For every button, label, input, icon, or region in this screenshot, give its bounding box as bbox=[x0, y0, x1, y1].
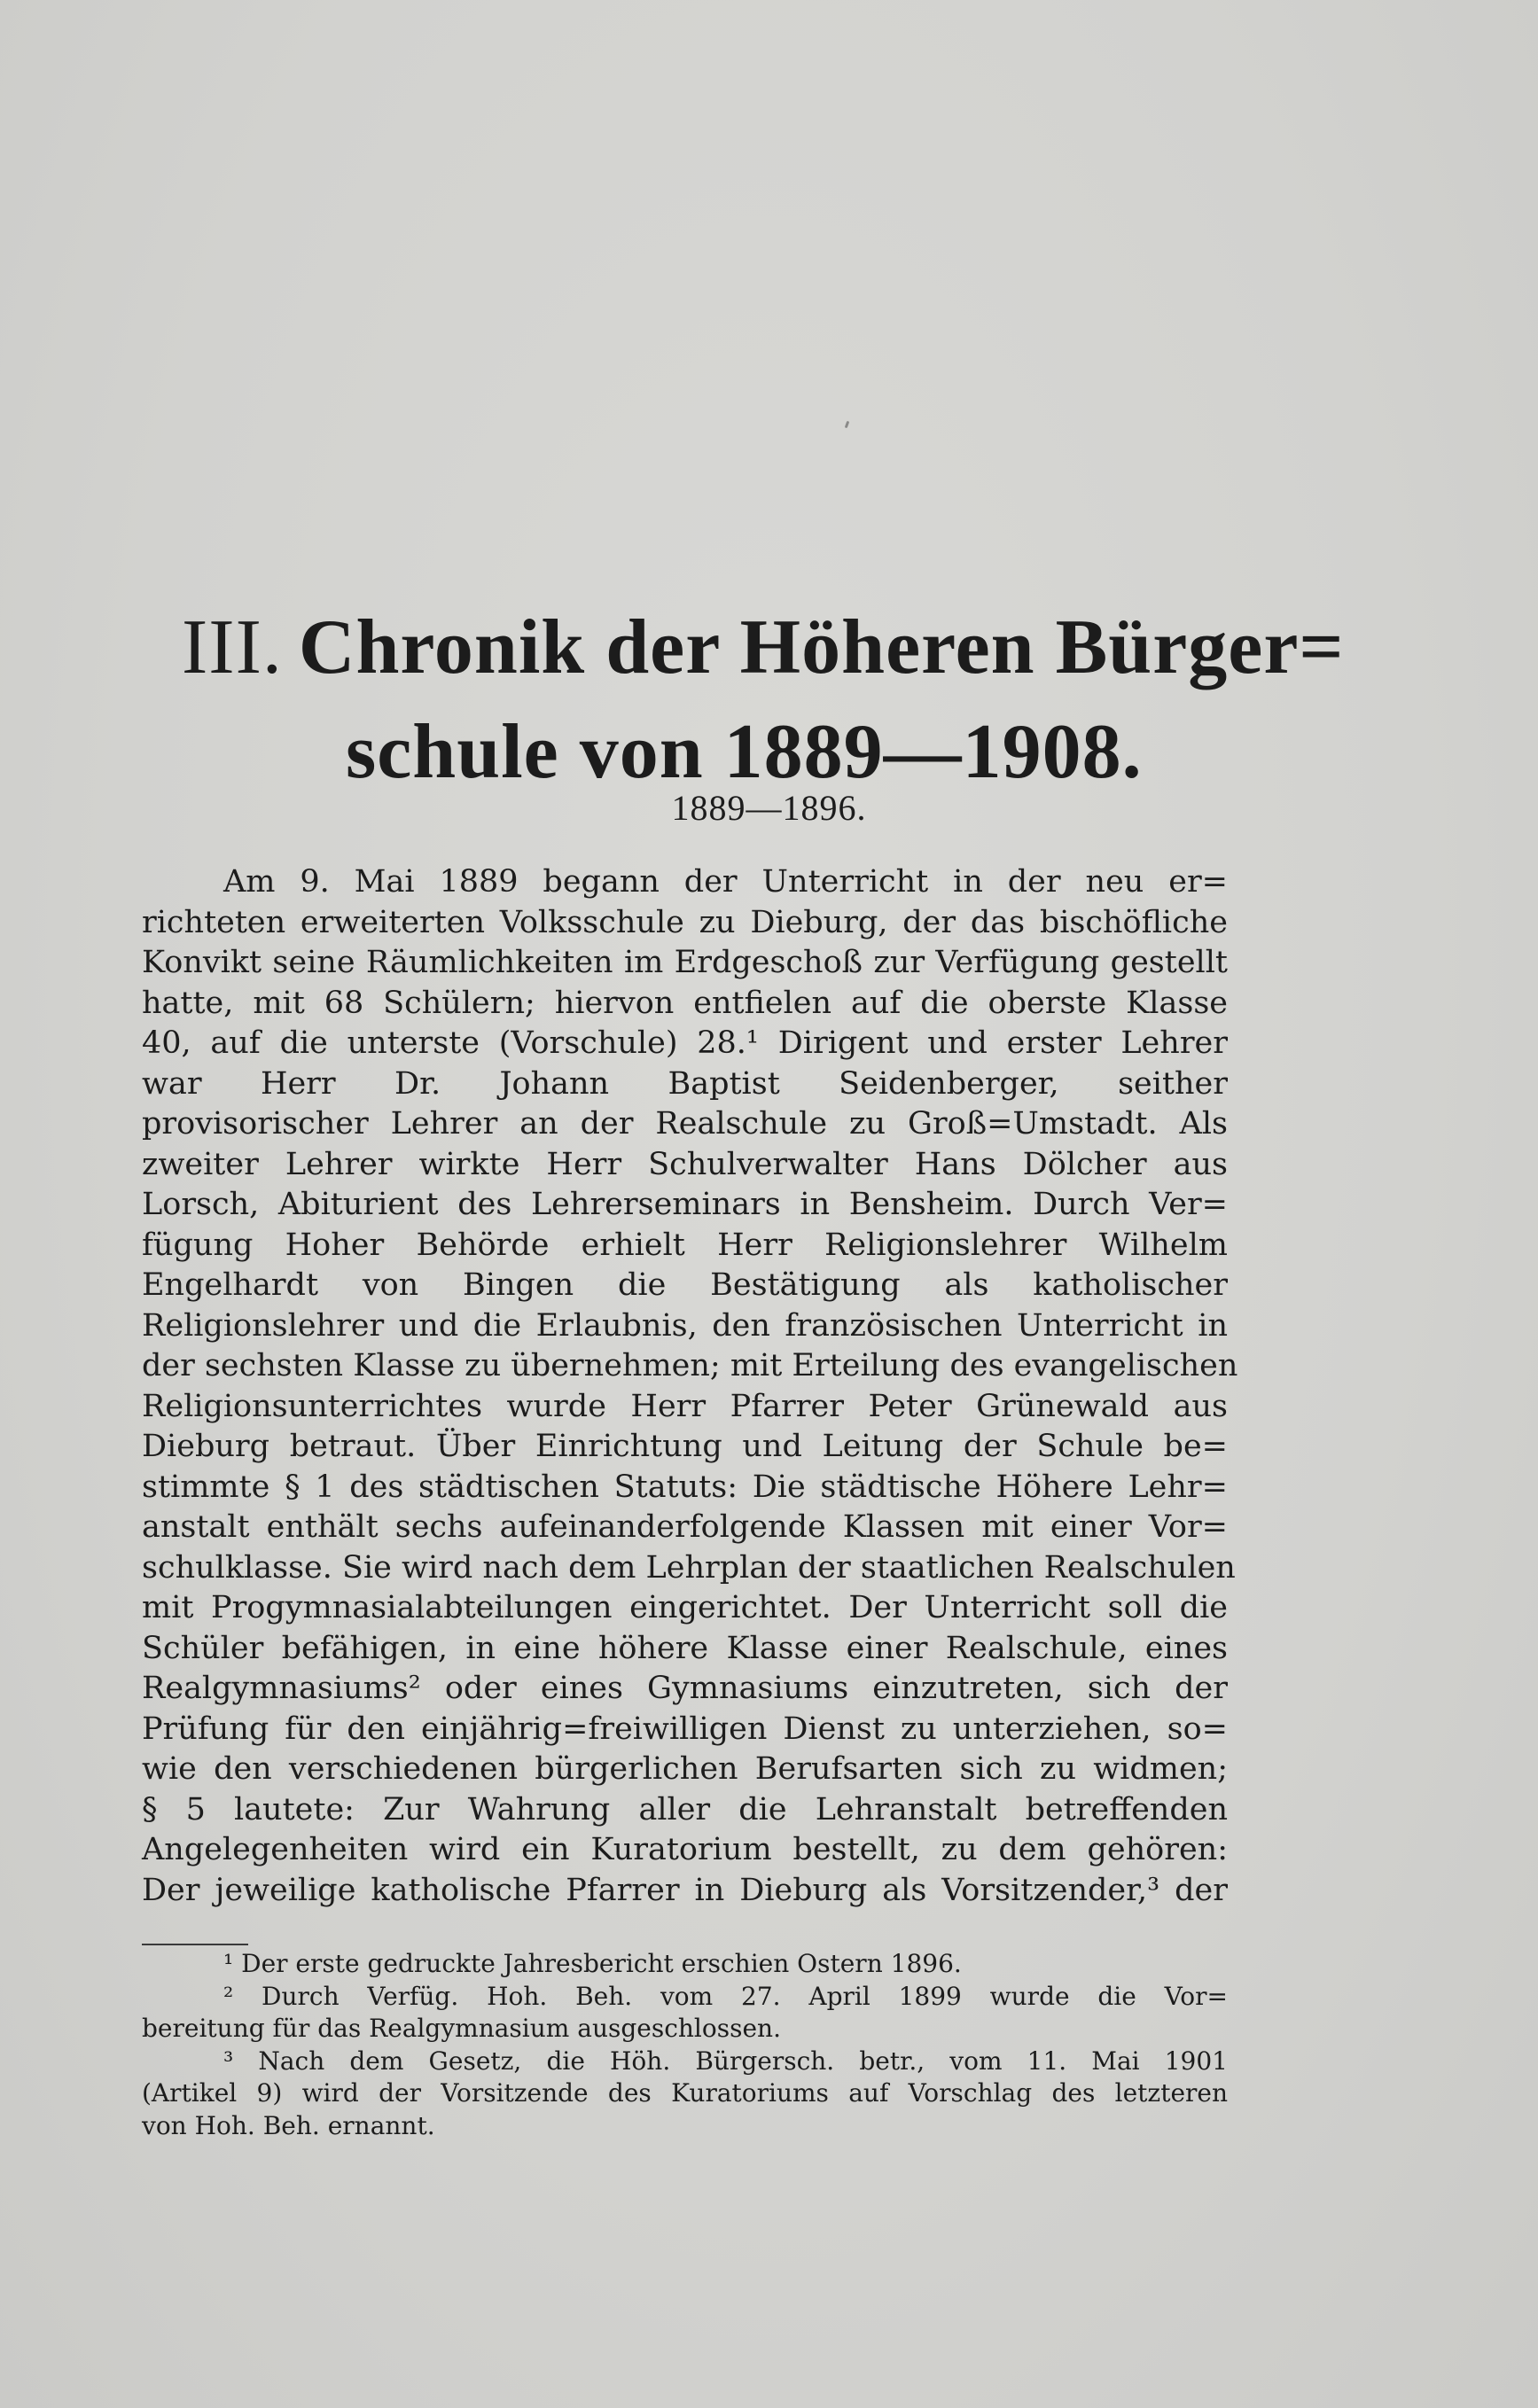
chapter-title-line-2: schule von 1889—1908. bbox=[346, 709, 1143, 795]
footnote-1: ¹ Der erste gedruckte Jahresbericht erschien Ostern 1896. bbox=[223, 1949, 962, 1978]
body-line: Schüler befähigen, in eine höhere Klasse einer Realschule, eines bbox=[142, 1630, 1228, 1666]
body-line: der sechsten Klasse zu übernehmen; mit Erteilung des evangelischen bbox=[142, 1348, 1238, 1383]
body-line: wie den verschiedenen bürgerlichen Berufsarten sich zu widmen; bbox=[142, 1751, 1228, 1787]
body-line: Lorsch, Abiturient des Lehrerseminars in Bensheim. Durch Ver= bbox=[142, 1187, 1228, 1222]
body-line: Prüfung für den einjährig=freiwilligen Dienst zu unterziehen, so= bbox=[142, 1711, 1228, 1747]
body-line: Dieburg betraut. Über Einrichtung und Leitung der Schule be= bbox=[142, 1429, 1228, 1464]
footnote-2-continuation: bereitung für das Realgymnasium ausgeschlossen. bbox=[142, 2014, 781, 2043]
footnote-3: ³ Nach dem Gesetz, die Höh. Bürgersch. betr., vom 11. Mai 1901 bbox=[223, 2046, 1228, 2076]
body-line: Realgymnasiums² oder eines Gymnasiums einzutreten, sich der bbox=[142, 1671, 1228, 1706]
body-line: stimmte § 1 des städtischen Statuts: Die städtische Höhere Lehr= bbox=[142, 1469, 1228, 1505]
body-line: provisorischer Lehrer an der Realschule zu Groß=Umstadt. Als bbox=[142, 1106, 1228, 1142]
chapter-title-line-1 bbox=[182, 596, 1345, 700]
body-line: Am 9. Mai 1889 begann der Unterricht in der neu er= bbox=[223, 864, 1228, 900]
body-line: Religionslehrer und die Erlaubnis, den französischen Unterricht in bbox=[142, 1307, 1228, 1344]
chapter-heading bbox=[182, 596, 1345, 805]
body-line: hatte, mit 68 Schülern; hiervon entfielen auf die oberste Klasse bbox=[142, 985, 1228, 1021]
body-line: mit Progymnasialabteilungen eingerichtet. Der Unterricht soll die bbox=[142, 1590, 1228, 1625]
chapter-title-text-1: Chronik der Höheren Bürger= bbox=[298, 604, 1345, 690]
body-line: Konvikt seine Räumlichkeiten im Erdgeschoß zur Verfügung gestellt bbox=[142, 945, 1228, 980]
footnotes bbox=[142, 1948, 1228, 2142]
footnote-divider bbox=[142, 1944, 248, 1945]
body-line: schulklasse. Sie wird nach dem Lehrplan der staatlichen Realschulen bbox=[142, 1549, 1236, 1586]
body-line: 40, auf die unterste (Vorschule) 28.¹ Dirigent und erster Lehrer bbox=[142, 1025, 1228, 1061]
body-paragraph bbox=[142, 862, 1238, 1911]
body-line: Engelhardt von Bingen die Bestätigung als katholischer bbox=[142, 1267, 1228, 1303]
body-line: richteten erweiterten Volksschule zu Dieburg, der das bischöfliche bbox=[142, 904, 1228, 940]
period-subtitle: 1889—1896. bbox=[671, 788, 867, 828]
body-line: anstalt enthält sechs aufeinanderfolgende Klassen mit einer Vor= bbox=[142, 1509, 1228, 1545]
chapter-number: III. bbox=[182, 604, 283, 690]
body-line: war Herr Dr. Johann Baptist Seidenberger, seither bbox=[142, 1065, 1228, 1102]
body-line: Religionsunterrichtes wurde Herr Pfarrer Peter Grünewald aus bbox=[142, 1388, 1228, 1424]
footnote-2: ² Durch Verfüg. Hoh. Beh. vom 27. April 1899 wurde die Vor= bbox=[223, 1981, 1228, 2011]
paper-speck bbox=[845, 421, 850, 429]
footnote-3-end: von Hoh. Beh. ernannt. bbox=[142, 2110, 435, 2140]
body-line: Angelegenheiten wird ein Kuratorium bestellt, zu dem gehören: bbox=[142, 1832, 1228, 1867]
body-line: fügung Hoher Behörde erhielt Herr Religionslehrer Wilhelm bbox=[142, 1227, 1228, 1263]
body-line: Der jeweilige katholische Pfarrer in Dieburg als Vorsitzender,³ der bbox=[142, 1872, 1228, 1908]
footnote-3-continuation: (Artikel 9) wird der Vorsitzende des Kuratoriums auf Vorschlag des letzteren bbox=[142, 2078, 1228, 2108]
body-line: § 5 lautete: Zur Wahrung aller die Lehranstalt betreffenden bbox=[142, 1791, 1228, 1827]
body-line: zweiter Lehrer wirkte Herr Schulverwalter Hans Dölcher aus bbox=[142, 1146, 1228, 1182]
